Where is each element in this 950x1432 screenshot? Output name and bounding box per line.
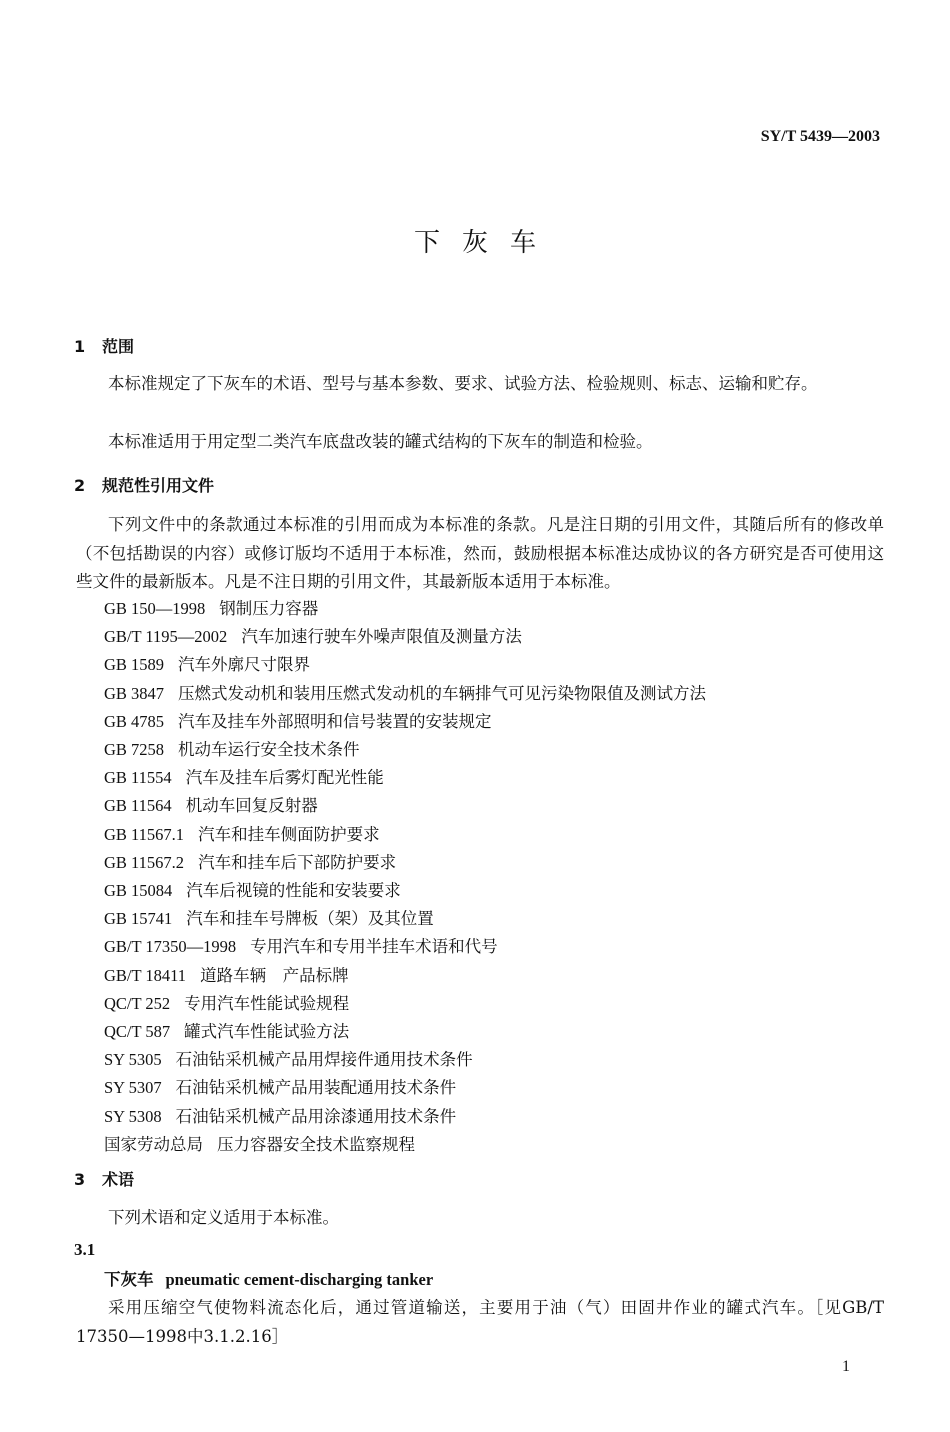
reference-code: QC/T 587 [104, 1022, 171, 1042]
reference-item [104, 962, 706, 990]
term-chinese: 下灰车 [104, 1270, 154, 1289]
section-1-title: 范围 [102, 337, 135, 356]
reference-code: GB/T 18411 [104, 965, 187, 985]
reference-title: 机动车运行安全技术条件 [178, 740, 360, 760]
reference-item [104, 821, 706, 849]
reference-title: 石油钻采机械产品用涂漆通用技术条件 [175, 1106, 457, 1126]
term-definition: 采用压缩空气使物料流态化后，通过管道输送，主要用于油（气）田固井作业的罐式汽车。［见GB/T 17350—1998中3.1.2.16］ [76, 1298, 884, 1346]
reference-code: QC/T 252 [104, 993, 171, 1013]
reference-title: 道路车辆 产品标牌 [200, 965, 349, 985]
reference-item [104, 708, 706, 736]
section-2-title: 规范性引用文件 [102, 476, 215, 495]
reference-code: GB 150—1998 [104, 599, 206, 618]
reference-item [104, 905, 706, 933]
reference-title: 机动车回复反射器 [185, 796, 318, 816]
reference-code: GB/T 17350—1998 [104, 937, 237, 957]
reference-code: GB 15741 [104, 909, 173, 929]
reference-item [104, 877, 706, 905]
reference-code: SY 5307 [104, 1078, 162, 1098]
section-1-heading [74, 334, 134, 357]
reference-code: GB 11564 [104, 796, 172, 816]
reference-title: 汽车及挂车外部照明和信号装置的安装规定 [178, 711, 492, 731]
reference-title: 石油钻采机械产品用装配通用技术条件 [175, 1078, 457, 1098]
section-1-paragraph-1: 本标准规定了下灰车的术语、型号与基本参数、要求、试验方法、检验规则、标志、运输和贮存。 [108, 374, 818, 393]
section-3-number: 3 [74, 1170, 86, 1189]
reference-title: 汽车和挂车后下部防护要求 [198, 852, 397, 872]
reference-code: GB 11567.2 [104, 852, 185, 872]
reference-item [104, 623, 706, 651]
reference-item [104, 1018, 706, 1046]
reference-title: 汽车后视镜的性能和安装要求 [186, 881, 401, 901]
reference-item [104, 680, 706, 708]
reference-title: 钢制压力容器 [219, 599, 319, 618]
reference-title: 汽车外廓尺寸限界 [178, 655, 311, 675]
term-entry [104, 1266, 433, 1290]
term-english: pneumatic cement-discharging tanker [165, 1270, 434, 1289]
section-1-paragraph-2: 本标准适用于用定型二类汽车底盘改装的罐式结构的下灰车的制造和检验。 [108, 432, 653, 451]
reference-code: GB 11554 [104, 768, 172, 788]
reference-title: 石油钻采机械产品用焊接件通用技术条件 [175, 1050, 473, 1070]
section-2-heading [74, 473, 214, 496]
reference-code: GB 3847 [104, 683, 165, 703]
reference-code: SY 5308 [104, 1106, 162, 1126]
reference-item [104, 595, 706, 623]
reference-item [104, 849, 706, 877]
reference-code: GB/T 1195—2002 [104, 627, 228, 647]
reference-code: 国家劳动总局 [104, 1134, 203, 1154]
reference-item [104, 933, 706, 961]
reference-title: 汽车和挂车侧面防护要求 [198, 824, 380, 844]
reference-item [104, 1103, 706, 1131]
section-3-intro: 下列术语和定义适用于本标准。 [108, 1208, 339, 1227]
section-1-number: 1 [74, 337, 86, 356]
section-3-heading [74, 1167, 134, 1190]
reference-title: 汽车加速行驶车外噪声限值及测量方法 [241, 627, 522, 647]
section-3-title: 术语 [102, 1170, 135, 1189]
page-number: 1 [842, 1358, 850, 1375]
subsection-number: 3.1 [74, 1240, 96, 1259]
reference-item [104, 792, 706, 820]
section-2-intro: 下列文件中的条款通过本标准的引用而成为本标准的条款。凡是注日期的引用文件，其随后所有的修改单（不包括勘误的内容）或修订版均不适用于本标准，然而，鼓励根据本标准达成协议的各方研究是否可使用这些文件的最新版本。凡是不注日期的引用文件，其最新版本适用于本标准。 [76, 515, 884, 591]
section-2-number: 2 [74, 476, 86, 495]
reference-code: GB 7258 [104, 740, 165, 760]
reference-code: GB 15084 [104, 881, 173, 901]
reference-title: 压力容器安全技术监察规程 [217, 1134, 415, 1154]
reference-item [104, 1046, 706, 1074]
reference-title: 专用汽车和专用半挂车术语和代号 [250, 937, 498, 957]
reference-item [104, 764, 706, 792]
reference-code: SY 5305 [104, 1050, 162, 1070]
reference-item [104, 736, 706, 764]
reference-title: 汽车和挂车号牌板（架）及其位置 [186, 909, 434, 929]
reference-item [104, 651, 706, 679]
reference-code: GB 4785 [104, 711, 165, 731]
standard-code: SY/T 5439—2003 [760, 128, 880, 145]
document-title: 下灰车 [413, 228, 558, 258]
reference-title: 罐式汽车性能试验方法 [184, 1022, 350, 1042]
reference-code: GB 1589 [104, 655, 165, 675]
reference-item [104, 1074, 706, 1102]
reference-item [104, 990, 706, 1018]
reference-title: 压燃式发动机和装用压燃式发动机的车辆排气可见污染物限值及测试方法 [178, 683, 707, 703]
reference-title: 汽车及挂车后雾灯配光性能 [185, 768, 384, 788]
reference-item [104, 1131, 706, 1159]
reference-title: 专用汽车性能试验规程 [184, 993, 350, 1013]
reference-code: GB 11567.1 [104, 824, 185, 844]
reference-list [104, 595, 706, 1159]
